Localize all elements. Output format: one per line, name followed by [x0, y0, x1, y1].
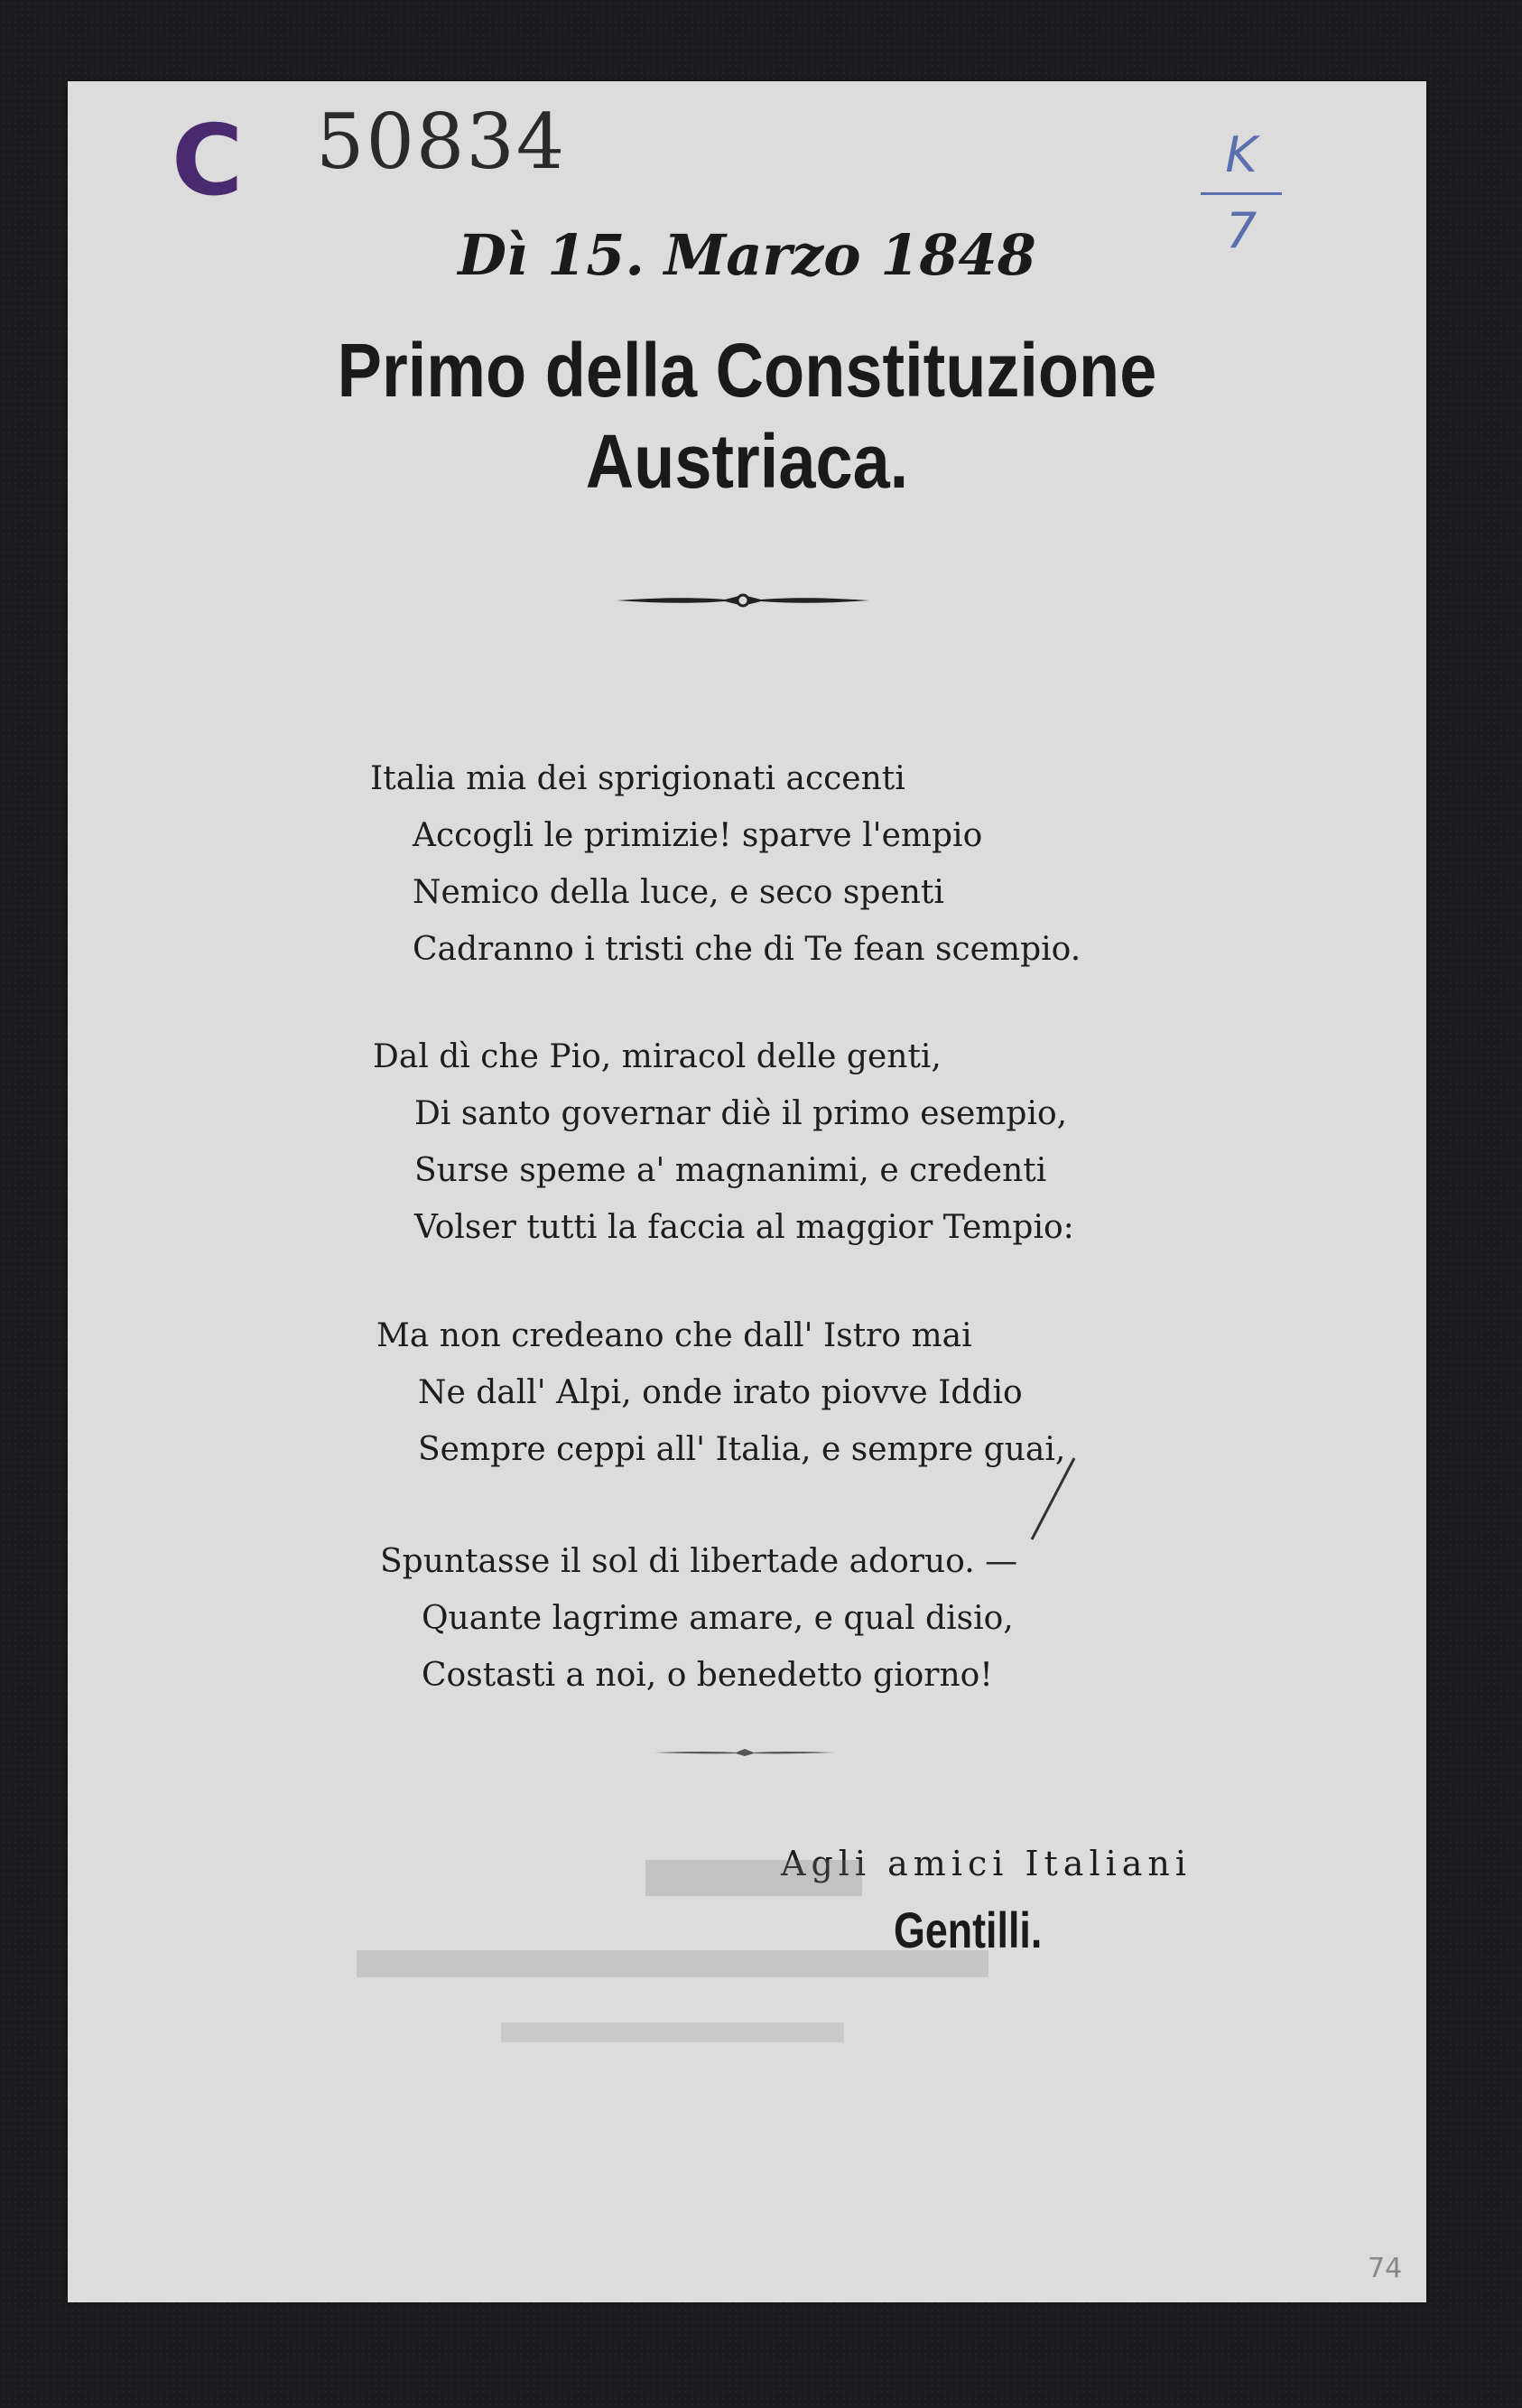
pen-mark — [1025, 1454, 1079, 1544]
ornamental-divider — [617, 587, 869, 614]
poem-line: Accogli le primizie! sparve l'empio — [413, 817, 983, 854]
title-line-2: Austriaca. — [585, 418, 909, 504]
main-title — [149, 325, 1344, 507]
poem-line: Sempre ceppi all' Italia, e sempre guai, — [418, 1431, 1066, 1468]
date-heading: Dì 15. Marzo 1848 — [458, 222, 1036, 288]
poem-line: Spuntasse il sol di libertade adoruo. — — [380, 1543, 1018, 1580]
poem-line: Volser tutti la faccia al maggior Tempio: — [414, 1209, 1074, 1246]
poem-line: Ne dall' Alpi, onde irato piovve Iddio — [418, 1374, 1023, 1411]
dedication-line: Agli amici Italiani — [781, 1844, 1193, 1883]
marginal-note-bottom: 7 — [1225, 201, 1258, 259]
marginal-note-bar — [1201, 192, 1282, 195]
poem-line: Dal dì che Pio, miracol delle genti, — [373, 1038, 942, 1075]
poem-line: Di santo governar diè il primo esempio, — [414, 1095, 1068, 1132]
broadsheet-page — [68, 81, 1426, 2302]
poem-line: Surse speme a' magnanimi, e credenti — [414, 1152, 1047, 1189]
catalog-number: 50834 — [316, 98, 567, 186]
poem-line: Italia mia dei sprigionati accenti — [370, 760, 905, 797]
library-stamp-letter: C — [172, 105, 244, 218]
poem-line: Costasti a noi, o benedetto giorno! — [422, 1657, 993, 1694]
poem-line: Nemico della luce, e seco spenti — [413, 874, 944, 911]
poem-line: Cadranno i tristi che di Te fean scempio. — [413, 931, 1081, 968]
title-line-1: Primo della Constituzione — [337, 328, 1157, 413]
small-divider — [654, 1745, 835, 1760]
poem-line: Quante lagrime amare, e qual disio, — [422, 1600, 1014, 1637]
author-signature: Gentilli. — [894, 1901, 1043, 1958]
folio-number: 74 — [1368, 2253, 1403, 2284]
poem-line: Ma non credeano che dall' Istro mai — [376, 1317, 972, 1354]
bleed-through-texture — [266, 1842, 1079, 2068]
marginal-note-top: K — [1225, 126, 1258, 183]
